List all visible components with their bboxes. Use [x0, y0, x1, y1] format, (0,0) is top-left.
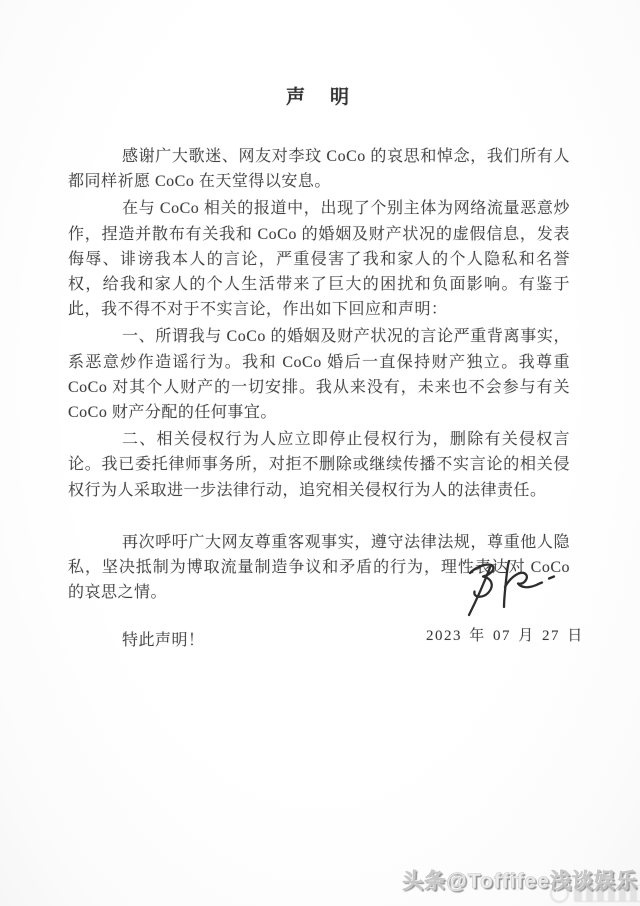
paragraph-background: 在与 CoCo 相关的报道中，出现了个别主体为网络流量恶意炒作，捏造并散布有关我和 CoCo 的婚姻及财产状况的虚假信息，发表侮辱、诽谤我本人的言论，严重侵害了我和家人的个人隐私和名誉权，给我和家人的个人生活带来了巨大的困扰和负面影响。有鉴于此，我不得不对于不实言论，作出如下回应和声明： [68, 200, 570, 319]
faint-plaque-icon [574, 885, 640, 902]
paragraph-thanks: 感谢广大歌迷、网友对李玟 CoCo 的哀思和悼念，我们所有人都同样祈愿 CoCo 在天堂得以安息。 [68, 148, 570, 191]
paragraph-point-two: 二、相关侵权行为人应立即停止侵权行为，删除有关侵权言论。我已委托律师事务所，对拒不删除或继续传播不实言论的相关侵权行为人采取进一步法律行动，追究相关侵权行为人的法律责任。 [68, 431, 570, 499]
date-line: 2023 年 07 月 27 日 [426, 628, 584, 644]
paragraph-point-one: 一、所谓我与 CoCo 的婚姻及财产状况的言论严重背离事实，系恶意炒作造谣行为。我和 CoCo 婚后一直保持财产独立。我尊重 CoCo 对其个人财产的一切安排。我从来没有，未来也不会参与有关 CoCo 财产分配的任何事宜。 [68, 328, 570, 422]
paragraph-appeal: 再次呼吁广大网友尊重客观事实，遵守法律法规，尊重他人隐私，坚决抵制为博取流量制造争议和矛盾的行为，理性表达对 CoCo 的哀思之情。 [68, 533, 570, 602]
handwritten-signature-icon [460, 556, 560, 628]
watermark-text: 头条@Toffifee浅谈娱乐 [402, 870, 638, 893]
document-title: 声 明 [285, 87, 352, 108]
faint-ring-icon [550, 884, 569, 903]
closing-line: 特此声明！ [122, 632, 205, 650]
faint-stamp-watermark [550, 884, 640, 903]
